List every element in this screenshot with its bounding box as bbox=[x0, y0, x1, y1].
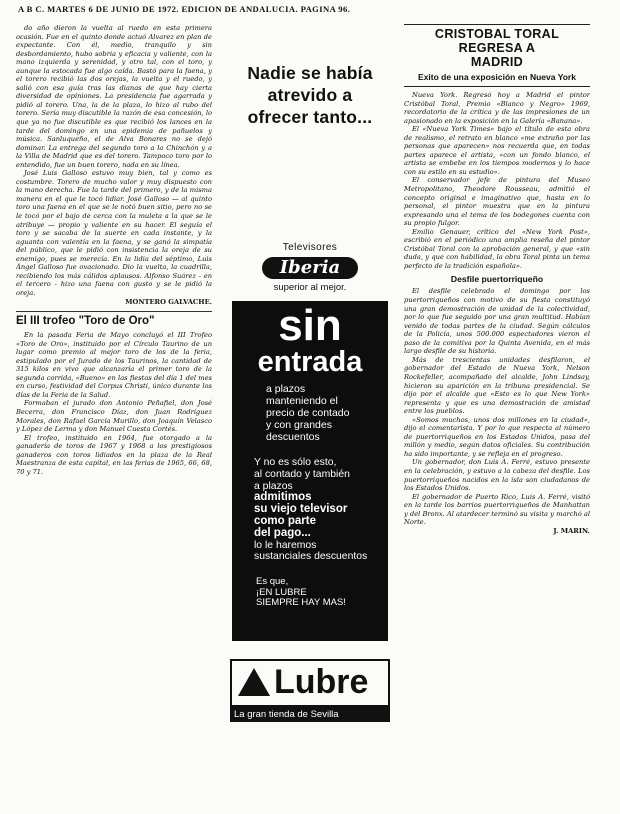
article-paragraph: Más de trescientas unidades desfilaron, el gobernador del Estado de Nueva York, Nelson Rockefeller, acompañado del alcalde, John Lindsay, hicieron su aparición en la tribuna presidencial. Se dijo por el alcalde que «Esto es lo que New York» representa y que es una demostración de amistad entre los pueblos. bbox=[404, 355, 590, 416]
promo-emph: del pago... bbox=[254, 526, 311, 539]
section-headline: Desfile puertorriqueño bbox=[450, 274, 544, 285]
article-paragraph: El conservador jefe de pintura del Museo Metropolitano, Theodore Rousseau, admitió el concepto original e imaginativo que, hasta en lo personal, el pintor muestra que en la pintura expresando una el tema de los bodegones cuenta con su propio fulgor. bbox=[404, 176, 590, 228]
promo-line: lo le haremos bbox=[254, 539, 317, 551]
promo-line: sustanciales descuentos bbox=[254, 551, 368, 563]
promo-line: a plazos bbox=[254, 480, 293, 492]
iberia-tagline: superior al mejor. bbox=[273, 282, 347, 293]
article-paragraph: Formaban el jurado don Antonio Peñafiel, don José Becerra, don Francisco Díaz, don Juan Rodríguez Morales, don Rafael García Murillo, don Joaquín Velasco y López de Lerma y don Manuel Cuesta Cortés. bbox=[16, 399, 212, 434]
promo-line: manteniendo el bbox=[266, 395, 338, 407]
article-paragraph: do año dieron la vuelta al ruedo en esta primera ocasión. Fue en el quinto donde actuó Alvarez en plan de expectante. Con él, medio, tranquilo y sin desbordamiento, hubo sobria y eficacia y valiente, con la mano izquierda y serenidad, y otro tal, con el toro, y aunque la estocada fue algo caída. Bastó para la faena, y el torero recibió las dos orejas, la vuelta y el ruedo, y salió con esa guía tras las dianas de que hay cierta diversidad de opiniones. La presidencia fue agarrada y pidió al torero. Una, la de la plaza, lo hizo al rubo del torero. Sería muy discutible la razón de esa concesión, lo que ya no fue discutible es que recibió los lances en la tarde del domingo en una epidemia de pañuelos y música. Sanluqueño, el de Alva Bonares no se dejó dominar. La entrega del segundo toro a la Chinchón y a la Villa de Madrid que es del torero. Tampoco toro por lo entendido, fue un buen torero, nada en su línea. bbox=[16, 24, 212, 169]
lubre-logo bbox=[230, 659, 390, 707]
article-paragraph: El desfile celebrado el domingo por los puertorriqueños con motivo de su fiesta constituyó una gran demostración de unidad de la colectividad, por lo que fue seguido por una gran multitud. Habían venido de todas partes de la ciudad. Según cálculos de la Policía, unos 500.000 espectadores vieron el paso de la comitiva por la Quinta Avenida, en el más largo desfile de su historia. bbox=[404, 287, 590, 356]
promo-line bbox=[254, 528, 388, 540]
article-headline: El III trofeo "Toro de Oro" bbox=[16, 315, 155, 328]
article-paragraph: «Somos muchos, unos dos millones en la ciudad», dijo el comentarista. Y por lo que respecta al número de puertorriqueños en los Estados Unidos, pasa del millón y medio, según datos oficiales. Su contribución ha sido importante, y se refleja en el progreso. bbox=[404, 415, 590, 458]
article-paragraph: Nueva York. Regresó hoy a Madrid el pintor Cristóbal Toral, Premio «Blanco y Negro» 1969, recordatorio de la crítica y de las impresiones de un apasionado en la exposición en la Galería «Banana». bbox=[404, 91, 590, 125]
promo-slogan bbox=[256, 577, 388, 609]
divider bbox=[16, 311, 212, 312]
promo-line: descuentos bbox=[266, 431, 320, 443]
article-headline bbox=[404, 24, 590, 69]
article-paragraph: El trofeo, instituido en 1964, fue otorgado a la ganadería de toros de 1967 y 1968 a los prestigiosos ganaderos con toros lidiados en la plaza de la Real Maestranza de esta capital, en las ferias de 1965, 66, 68, 70 y 71. bbox=[16, 433, 212, 476]
lubre-advertisement bbox=[230, 50, 390, 795]
article-paragraph: El gobernador de Puerto Rico, Luis A. Ferré, visitó en la tarde los barrios puertorriqueños de Manhattan y del Bronx. Al atardecer terminó su visita y marchó al Norte. bbox=[404, 492, 590, 527]
article-paragraph: Un gobernador, don Luis A. Ferré, estuvo presente en la celebración, y estuvo a la cabeza del desfile. Los puertorriqueños nacidos en la isla son ciudadanos de los Estados Unidos. bbox=[404, 458, 590, 493]
promo-line: y con grandes bbox=[266, 419, 332, 431]
ad-headline-line: Nadie se había bbox=[247, 63, 373, 83]
article-paragraph: José Luis Galloso estuvo muy bien, tal y como es costumbre. Torero de mucho valor y muy dispuesto con la mano derecha. Fue la tarde del primero, y de la misma manera en el que le tocó lidiar. José Galloso — al quinto toro una faena en el que se le notó buen sitio, pero no se le tocó por el bajo de cerca con la muleta a la que se le atribuye — propio y valiente en su hacer. El seguía el toro y se sacaba de la suerte en cada instante, y la aguanta con valentía en la faena, y se ganó la simpatía del público, que le pidió con insistencia la oreja de su enemigo, pues se merecía. En la lidia del séptimo, Luis Ángel Galloso fue ovacionado. Dio la vuelta, la cuadrilla, recibiendo los más cálidos aplausos. Alfonso Suárez - en el tercero - hizo una faena con gusto y se le pidió la oreja. bbox=[16, 169, 212, 297]
lubre-wordmark: Lubre bbox=[274, 663, 369, 701]
article-paragraph: Emilio Genauer, crítico del «New York Post», escribió en el periódico una amplia reseña del pintor Cristóbal Toral con la aprobación general, y que «sin duda, y que con habilidad, la obra Toral pinta un tema perfecto de la tradición española». bbox=[404, 227, 590, 270]
article-paragraph: El «Nueva York Times» bajo el título de esta obra de realismo, el retrato en blanco «me extraño por las personas que aparecen» nos recuerda que, en todas partes aparece el artista, «con un fondo blanco, el artista se embebe en los tiempos modernos y lo hace con su estilo en su estudio». bbox=[404, 125, 590, 176]
promo-sin: sin bbox=[278, 301, 342, 350]
promo-line: al contado y también bbox=[254, 468, 350, 480]
triangle-icon bbox=[238, 668, 270, 696]
ad-headline bbox=[230, 62, 390, 128]
author-signature: MONTERO GALVACHE. bbox=[125, 297, 212, 306]
headline-line: CRISTOBAL TORAL REGRESA A bbox=[434, 27, 560, 55]
promo-tradein bbox=[254, 457, 388, 563]
promo-line: SIEMPRE HAY MAS! bbox=[256, 597, 346, 609]
promo-emph: como parte bbox=[254, 514, 316, 527]
promo-line: a plazos bbox=[266, 383, 306, 395]
ad-headline-line: ofrecer tanto... bbox=[247, 107, 373, 127]
iberia-logo: Iberia bbox=[262, 257, 358, 279]
promo-line: Y no es sólo esto, bbox=[254, 457, 337, 468]
ad-headline-line: atrevido a bbox=[267, 85, 353, 105]
lubre-footer: La gran tienda de Sevilla bbox=[230, 707, 390, 722]
promo-line: ¡EN LUBRE bbox=[256, 586, 307, 598]
left-column bbox=[16, 24, 212, 794]
promo-entrada: entrada bbox=[257, 346, 363, 378]
promo-emph: su viejo televisor bbox=[254, 503, 348, 516]
right-column bbox=[404, 24, 590, 799]
page-header: A B C. MARTES 6 DE JUNIO DE 1972. EDICION DE ANDALUCIA. PAGINA 96. bbox=[18, 4, 351, 14]
promo-box bbox=[232, 301, 388, 641]
promo-emph: admitimos bbox=[254, 491, 312, 504]
author-signature: J. MARIN. bbox=[553, 526, 590, 535]
article-subheadline: Exito de una exposición en Nueva York bbox=[404, 72, 590, 87]
tv-label: Televisores bbox=[282, 242, 338, 253]
headline-line: MADRID bbox=[470, 55, 524, 69]
promo-line: Es que, bbox=[256, 576, 289, 588]
article-paragraph: En la pasada Feria de Mayo concluyó el III Trofeo «Toro de Oro», instituido por el Círculo Taurino de un lugar como premio al mejor toro de los de la feria, estipulado por el Jurado de los Taurinos, la cantidad de 315 kilos en vivo que alcanzaría el primer toro de la segunda corrida, «Bueno» en las fiestas del día 1 del mes en curso, festividad del Corpus Christi, único durante los días de la Feria de la Salud. bbox=[16, 331, 212, 399]
promo-terms bbox=[266, 383, 388, 443]
promo-line: precio de contado bbox=[266, 407, 350, 419]
